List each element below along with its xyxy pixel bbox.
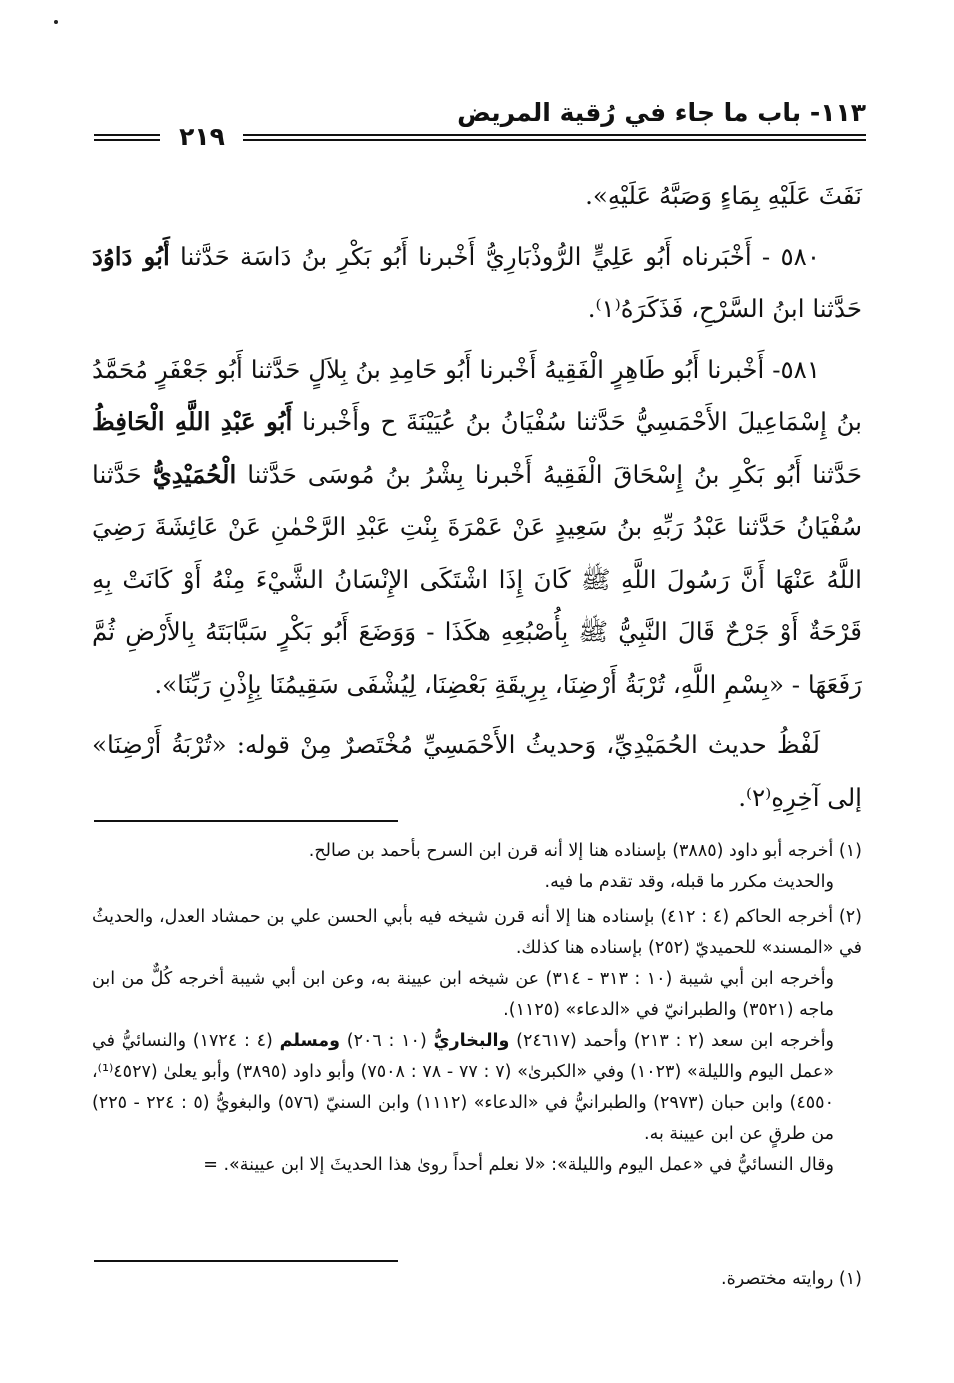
- narrator-al-humaydi: الْحُمَيْدِيُّ: [152, 459, 237, 489]
- footnote-2-para-2: وأخرجه ابن أبي شيبة (١٠ : ٣١٣ - ٣١٤) عن شيخه ابن عيينة به، وعن ابن أبي شيبة أخرجه كُلٌّ من ابن ماجه (٣٥٢١) والطبرانيّ في «الدعاء» (١١٢٥).: [92, 969, 835, 1020]
- narrator-abu-dawud: أَبُو دَاوُدَ: [92, 241, 170, 271]
- footnote-separator: [94, 820, 398, 822]
- footnote-1: (١) أخرجه أبو داود (٣٨٨٥) بإسناده هنا إلا أنه قرن ابن السرح بأحمد بن صالح.: [308, 841, 862, 861]
- hadith-581-text-b: حَدَّثنا أَبُو بَكْرِ بنُ إِسْحَاقَ الْفَقِيهُ أَخْبرنا بِشْرُ بنُ مُوسَى حَدَّثنا: [236, 459, 862, 489]
- page-speck: [54, 20, 58, 24]
- paragraph-commentary: لَفْظُ حديث الحُمَيْدِيِّ، وَحديثُ الأَحْمَسِيِّ مُخْتَصرٌ مِنْ قوله: «تُرْبَةُ أَرْضِنَا» إلى آخِرِهِ⁽٢⁾.: [92, 730, 862, 812]
- footnote-2-para-3: [92, 1026, 862, 1150]
- bottom-separator: [94, 1260, 398, 1262]
- footnote-2: (٢) أخرجه الحاكم (٤ : ٤١٢) بإسناده هنا إلا أنه قرن شيخه فيه بأبي الحسن علي بن حمشاد العدل، والحديثُ في «المسند» للحميديّ (٢٥٢) بإسناده هنا كذلك.: [92, 907, 862, 958]
- header-rule-long: [243, 134, 866, 141]
- paragraph-hadith-581: [92, 344, 862, 712]
- source-bukhari: والبخاريُّ: [433, 1031, 510, 1051]
- main-text: [92, 170, 862, 832]
- fn2-c-end: (٤ : ١٧٢٤) والنسائيُّ في «عمل اليوم والليلة» (١٠٢٣) وفي «الكبرىٰ» (٧ : ٧٧ - ٧٨ : ٧٥٠٨) وأبو داود (٣٨٩٥) وأبو يعلىٰ (٤٥٢٧⁽¹⁾، ٤٥٥٠) وابن حبان (٢٩٧٣) والطبرانيُّ في «الدعاء» (١١١٢) وابن السنيّ (٥٧٦) والبغويُّ (٥ : ٢٢٤ - ٢٢٥) من طرقٍ عن ابن عيينة به.: [92, 1031, 834, 1144]
- fn2-c-text: وأخرجه ابن سعد (٢ : ٢١٣) وأحمد (٢٤٦١٧): [509, 1031, 835, 1051]
- footnotes: [92, 836, 862, 1181]
- running-title: ١١٣- باب ما جاء في رُقية المريض: [457, 98, 866, 127]
- source-muslim: ومسلم: [279, 1031, 340, 1051]
- hadith-580-text-end: حَدَّثنا ابنُ السَّرْحِ، فَذَكَرَهُ⁽١⁾.: [587, 294, 862, 323]
- footnote-2-para-4: وقال النسائيُّ في «عمل اليوم والليلة»: «لا نعلم أحداً روىٰ هذا الحديثَ إلا ابن عيينة». =: [203, 1155, 834, 1175]
- narrator-al-hakim: أَبُو عَبْدِ اللَّهِ الْحَافِظُ: [92, 407, 293, 436]
- hadith-581-text-c: حَدَّثنا سُفْيَانُ حَدَّثنا عَبْدُ رَبِّهِ بنُ سَعِيدٍ عَنْ عَمْرَةَ بِنْتِ عَبْدِ الرَّحْمٰنِ عَنْ عَائِشَةَ رَضِيَ اللَّهُ عَنْهَا أَنَّ رَسُولَ اللَّهِ ﷺ كَانَ إِذَا اشْتَكَى الإِنْسَانُ الشَّيْءَ مِنْهُ أَوْ كَانَتْ بِهِ قَرْحَةٌ أَوْ جَرْحٌ قَالَ النَّبِيُّ ﷺ بِأُصْبُعِهِ هكَذَا - وَوَضَعَ أَبُو بَكْرٍ سَبَّابَتَهُ بِالأَرْضِ ثُمَّ رَفَعَهَا - «بِسْمِ اللَّهِ، تُرْبَةُ أَرْضِنَا، بِرِيقَةِ بَعْضِنَا، لِيُشْفَى سَقِيمُنَا بِإِذْنِ رَبِّنَا».: [92, 459, 862, 699]
- hadith-581-text-a: ٥٨١- أَخْبرنا أَبُو طَاهِرٍ الْفَقِيهُ أَخْبرنا أَبُو حَامِدِ بنُ بِلاَلٍ حَدَّثنا أَبُو جَعْفَرٍ مُحَمَّدُ بنُ إِسْمَاعِيلَ الأَحْمَسِيُّ حَدَّثنا سُفْيَانُ بنُ عُيَيْنَةَ ح وأَخْبرنا: [92, 354, 862, 436]
- page-number: ٢١٩: [179, 122, 225, 151]
- hadith-580-text: ٥٨٠ - أَخْبَرناه أَبُو عَلِيٍّ الرُّوذْبَارِيُّ أَخْبرنا أَبُو بَكْرِ بنُ دَاسَة حَدَّثنا: [169, 241, 820, 271]
- footnote-1-cont: والحديث مكرر ما قبله، وقد تقدم ما فيه.: [544, 872, 834, 892]
- header-rule-short: [94, 134, 160, 141]
- paragraph-hadith-580: [92, 231, 862, 336]
- paragraph-1: نَفَثَ عَلَيْهِ بِمَاءٍ وَصَبَّهُ عَلَيْهِ».: [585, 181, 862, 210]
- fn2-c-mid: (١٠ : ٢٠٦): [339, 1031, 434, 1051]
- bottom-footnote: (١) روايته مختصرة.: [721, 1269, 862, 1289]
